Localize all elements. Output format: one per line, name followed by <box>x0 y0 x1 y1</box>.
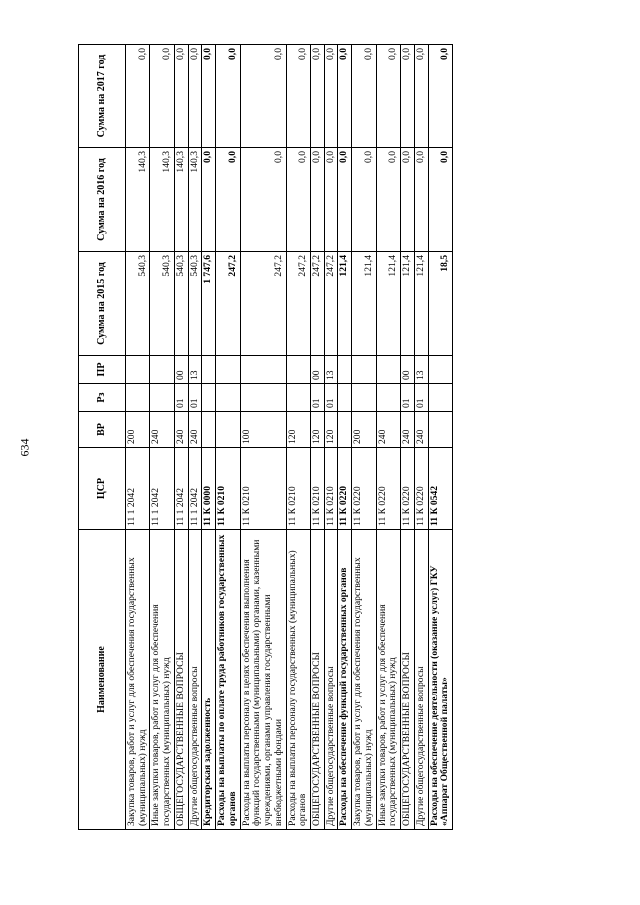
table-row <box>376 45 400 830</box>
cell-name: Закупка товаров, работ и услуг для обеспечения государственных (муниципальных) нужд <box>126 530 150 830</box>
cell-csr: 11 К 0210 <box>324 448 338 530</box>
cell-vr: 100 <box>240 412 286 448</box>
cell-vr: 120 <box>286 412 310 448</box>
header-sum-2016: Сумма на 2016 год <box>79 148 126 252</box>
cell-sum-2015: 1 747,6 <box>202 252 216 356</box>
cell-vr: 200 <box>126 412 150 448</box>
cell-sum-2015: 121,4 <box>376 252 400 356</box>
cell-sum-2016: 0,0 <box>338 148 352 252</box>
table-row <box>428 45 452 830</box>
cell-sum-2015: 121,4 <box>338 252 352 356</box>
cell-vr: 120 <box>311 412 325 448</box>
cell-vr: 240 <box>150 412 174 448</box>
cell-sum-2017: 0,0 <box>188 45 202 148</box>
cell-sum-2016: 0,0 <box>376 148 400 252</box>
cell-sum-2017: 0,0 <box>428 45 452 148</box>
cell-name: Другие общегосударственные вопросы <box>188 530 202 830</box>
cell-name: ОБЩЕГОСУДАРСТВЕННЫЕ ВОПРОСЫ <box>311 530 325 830</box>
cell-rz <box>150 384 174 412</box>
cell-pr <box>240 356 286 384</box>
cell-name: Иные закупки товаров, работ и услуг для обеспечения государственных (муниципальных) нужд <box>376 530 400 830</box>
cell-name: ОБЩЕГОСУДАРСТВЕННЫЕ ВОПРОСЫ <box>401 530 415 830</box>
header-sum-2017: Сумма на 2017 год <box>79 45 126 148</box>
table-row <box>174 45 188 830</box>
cell-sum-2015: 540,3 <box>126 252 150 356</box>
table-row <box>352 45 376 830</box>
cell-csr: 11 К 0210 <box>216 448 240 530</box>
cell-sum-2015: 247,2 <box>311 252 325 356</box>
cell-name: Расходы на обеспечение функций государственных органов <box>338 530 352 830</box>
cell-sum-2016: 0,0 <box>324 148 338 252</box>
table-row <box>188 45 202 830</box>
header-csr: ЦСР <box>79 448 126 530</box>
cell-csr: 11 К 0220 <box>401 448 415 530</box>
cell-csr: 11 К 0542 <box>428 448 452 530</box>
cell-pr <box>376 356 400 384</box>
cell-sum-2016: 0,0 <box>216 148 240 252</box>
cell-sum-2016: 0,0 <box>428 148 452 252</box>
cell-sum-2015: 247,2 <box>240 252 286 356</box>
cell-pr: 00 <box>401 356 415 384</box>
cell-csr: 11 К 0220 <box>414 448 428 530</box>
table-row <box>202 45 216 830</box>
cell-pr <box>352 356 376 384</box>
cell-sum-2016: 0,0 <box>414 148 428 252</box>
table-row <box>240 45 286 830</box>
cell-pr: 13 <box>188 356 202 384</box>
cell-sum-2015: 540,3 <box>150 252 174 356</box>
cell-sum-2015: 18,5 <box>428 252 452 356</box>
cell-name: Расходы на выплаты персоналу в целях обеспечения выполнения функций государственными (муниципальными) органами, казенными учреждениями, органами управления государственными внебюджетными фондами <box>240 530 286 830</box>
cell-rz <box>126 384 150 412</box>
cell-rz <box>286 384 310 412</box>
cell-csr: 11 1 2042 <box>174 448 188 530</box>
cell-sum-2017: 0,0 <box>338 45 352 148</box>
cell-sum-2017: 0,0 <box>352 45 376 148</box>
header-pr: ПР <box>79 356 126 384</box>
cell-vr <box>216 412 240 448</box>
cell-sum-2017: 0,0 <box>286 45 310 148</box>
cell-pr <box>216 356 240 384</box>
cell-csr: 11 К 0210 <box>240 448 286 530</box>
cell-sum-2016: 140,3 <box>126 148 150 252</box>
cell-name: Другие общегосударственные вопросы <box>414 530 428 830</box>
cell-rz <box>338 384 352 412</box>
cell-pr: 13 <box>414 356 428 384</box>
table-row <box>311 45 325 830</box>
cell-vr <box>338 412 352 448</box>
cell-sum-2016: 0,0 <box>202 148 216 252</box>
cell-name: Расходы на выплаты персоналу государственных (муниципальных) органов <box>286 530 310 830</box>
table-body <box>126 45 453 830</box>
cell-name: Кредиторская задолженность <box>202 530 216 830</box>
cell-sum-2016: 140,3 <box>150 148 174 252</box>
cell-csr: 11 К 0210 <box>286 448 310 530</box>
cell-pr <box>126 356 150 384</box>
cell-sum-2016: 0,0 <box>352 148 376 252</box>
cell-rz <box>352 384 376 412</box>
cell-rz <box>216 384 240 412</box>
cell-sum-2016: 140,3 <box>174 148 188 252</box>
cell-sum-2017: 0,0 <box>324 45 338 148</box>
cell-sum-2017: 0,0 <box>414 45 428 148</box>
cell-sum-2015: 121,4 <box>401 252 415 356</box>
cell-sum-2016: 140,3 <box>188 148 202 252</box>
cell-sum-2017: 0,0 <box>216 45 240 148</box>
cell-sum-2017: 0,0 <box>240 45 286 148</box>
cell-csr: 11 1 2042 <box>188 448 202 530</box>
cell-sum-2017: 0,0 <box>376 45 400 148</box>
cell-pr <box>150 356 174 384</box>
cell-rz: 01 <box>311 384 325 412</box>
cell-pr: 00 <box>311 356 325 384</box>
cell-rz: 01 <box>401 384 415 412</box>
cell-sum-2017: 0,0 <box>150 45 174 148</box>
cell-vr <box>202 412 216 448</box>
cell-vr: 200 <box>352 412 376 448</box>
cell-sum-2016: 0,0 <box>240 148 286 252</box>
cell-sum-2017: 0,0 <box>174 45 188 148</box>
cell-csr: 11 1 2042 <box>150 448 174 530</box>
cell-vr: 240 <box>188 412 202 448</box>
cell-sum-2015: 121,4 <box>352 252 376 356</box>
table-header-row <box>79 45 126 830</box>
cell-name: Другие общегосударственные вопросы <box>324 530 338 830</box>
table-row <box>126 45 150 830</box>
cell-csr: 11 1 2042 <box>126 448 150 530</box>
cell-sum-2015: 247,2 <box>324 252 338 356</box>
cell-rz <box>240 384 286 412</box>
cell-sum-2017: 0,0 <box>202 45 216 148</box>
budget-table <box>78 44 453 830</box>
header-rz: Рз <box>79 384 126 412</box>
cell-sum-2016: 0,0 <box>311 148 325 252</box>
table-row <box>414 45 428 830</box>
cell-rz: 01 <box>188 384 202 412</box>
cell-rz <box>376 384 400 412</box>
table-row <box>216 45 240 830</box>
cell-vr: 240 <box>401 412 415 448</box>
cell-sum-2017: 0,0 <box>401 45 415 148</box>
header-vr: ВР <box>79 412 126 448</box>
cell-pr <box>286 356 310 384</box>
cell-sum-2017: 0,0 <box>126 45 150 148</box>
cell-name: ОБЩЕГОСУДАРСТВЕННЫЕ ВОПРОСЫ <box>174 530 188 830</box>
cell-csr: 11 К 0210 <box>311 448 325 530</box>
table-row <box>338 45 352 830</box>
cell-vr: 120 <box>324 412 338 448</box>
cell-sum-2015: 540,3 <box>188 252 202 356</box>
cell-csr: 11 К 0000 <box>202 448 216 530</box>
cell-rz <box>202 384 216 412</box>
cell-rz <box>428 384 452 412</box>
budget-table-container <box>78 45 538 830</box>
table-row <box>150 45 174 830</box>
cell-vr: 240 <box>376 412 400 448</box>
cell-sum-2015: 540,3 <box>174 252 188 356</box>
cell-pr <box>202 356 216 384</box>
header-sum-2015: Сумма на 2015 год <box>79 252 126 356</box>
cell-vr <box>428 412 452 448</box>
table-row <box>324 45 338 830</box>
cell-name: Расходы на обеспечение деятельности (оказание услуг) ГКУ «Аппарат Общественной палаты» <box>428 530 452 830</box>
cell-pr <box>338 356 352 384</box>
cell-sum-2017: 0,0 <box>311 45 325 148</box>
cell-vr: 240 <box>174 412 188 448</box>
cell-pr <box>428 356 452 384</box>
cell-name: Иные закупки товаров, работ и услуг для обеспечения государственных (муниципальных) нужд <box>150 530 174 830</box>
cell-sum-2015: 247,2 <box>286 252 310 356</box>
cell-name: Расходы на выплаты по оплате труда работников государственных органов <box>216 530 240 830</box>
cell-pr: 13 <box>324 356 338 384</box>
cell-sum-2015: 247,2 <box>216 252 240 356</box>
cell-sum-2015: 121,4 <box>414 252 428 356</box>
table-row <box>286 45 310 830</box>
cell-vr: 240 <box>414 412 428 448</box>
table-row <box>401 45 415 830</box>
cell-rz: 01 <box>174 384 188 412</box>
cell-rz: 01 <box>324 384 338 412</box>
cell-rz: 01 <box>414 384 428 412</box>
header-name: Наименование <box>79 530 126 830</box>
page-number: 634 <box>17 438 32 457</box>
cell-name: Закупка товаров, работ и услуг для обеспечения государственных (муниципальных) нужд <box>352 530 376 830</box>
cell-csr: 11 К 0220 <box>376 448 400 530</box>
cell-csr: 11 К 0220 <box>338 448 352 530</box>
cell-sum-2016: 0,0 <box>286 148 310 252</box>
cell-csr: 11 К 0220 <box>352 448 376 530</box>
cell-sum-2016: 0,0 <box>401 148 415 252</box>
cell-pr: 00 <box>174 356 188 384</box>
